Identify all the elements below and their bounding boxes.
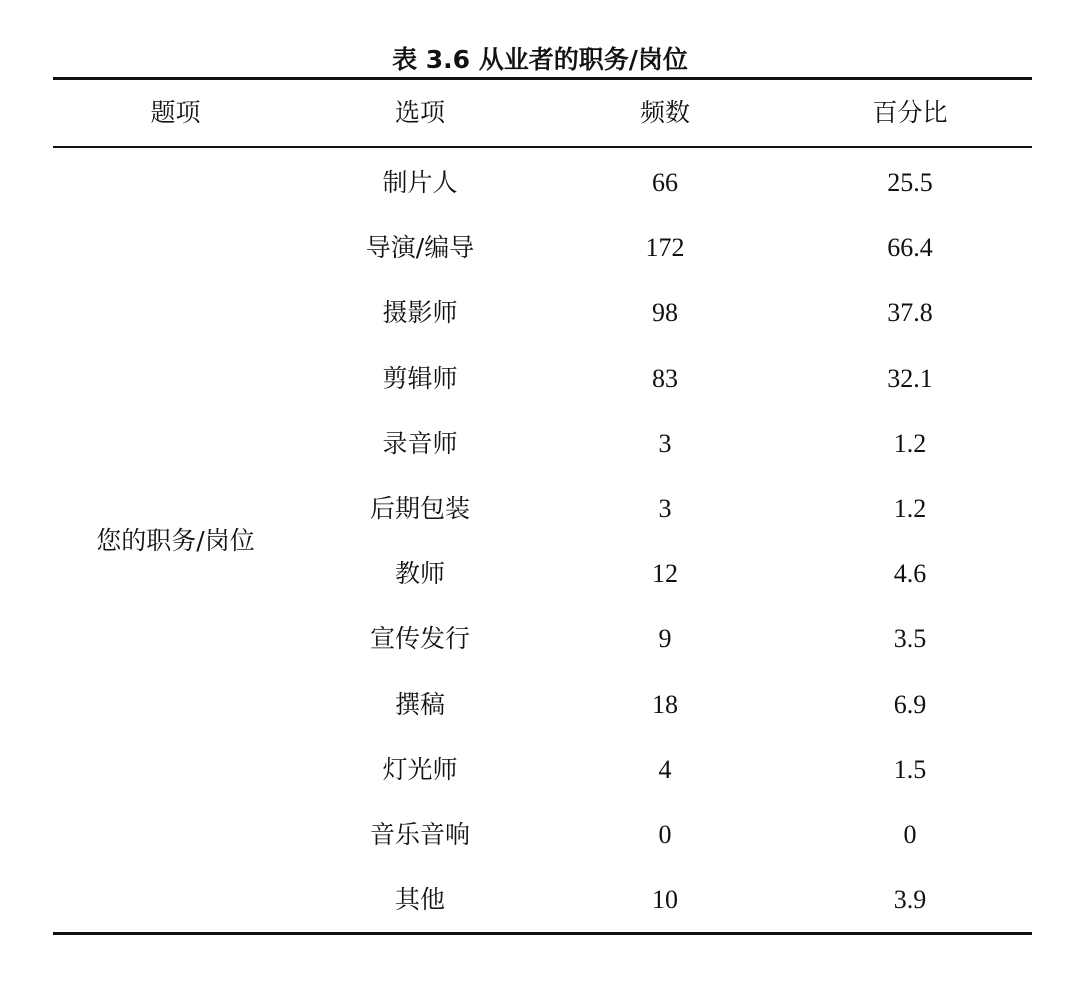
row-percent: 1.2: [893, 494, 927, 523]
row-frequency: 3: [658, 494, 672, 523]
table-caption: 表 3.6 从业者的职务/岗位: [392, 45, 688, 74]
row-option: 剪辑师: [382, 364, 458, 393]
row-frequency: 10: [652, 885, 678, 914]
row-option: 教师: [394, 559, 445, 588]
row-option: 后期包装: [369, 494, 470, 523]
header-percent: 百分比: [872, 98, 948, 127]
row-percent: 0: [903, 820, 917, 849]
row-percent: 3.9: [893, 885, 927, 914]
row-frequency: 0: [658, 820, 672, 849]
row-option: 其他: [394, 885, 445, 914]
header-option: 选项: [394, 98, 445, 127]
row-option: 宣传发行: [369, 624, 470, 653]
row-percent: 37.8: [887, 298, 933, 327]
row-percent: 6.9: [893, 690, 927, 719]
table-top-rule: [53, 77, 1032, 80]
row-percent: 4.6: [893, 559, 927, 588]
row-percent: 1.5: [893, 755, 927, 784]
row-option: 录音师: [382, 429, 458, 458]
row-option: 制片人: [382, 168, 458, 197]
row-percent: 3.5: [893, 624, 927, 653]
row-frequency: 172: [645, 233, 685, 262]
row-frequency: 18: [652, 690, 678, 719]
header-item: 题项: [150, 98, 201, 127]
row-frequency: 3: [658, 429, 672, 458]
row-frequency: 83: [652, 364, 678, 393]
row-frequency: 12: [652, 559, 678, 588]
row-percent: 1.2: [893, 429, 927, 458]
row-percent: 32.1: [887, 364, 933, 393]
item-label: 您的职务/岗位: [96, 526, 255, 555]
row-option: 摄影师: [382, 298, 458, 327]
row-frequency: 98: [652, 298, 678, 327]
row-frequency: 66: [652, 168, 678, 197]
row-option: 导演/编导: [365, 233, 475, 262]
table-header-rule: [53, 146, 1032, 148]
row-frequency: 4: [658, 755, 672, 784]
table-bottom-rule: [53, 932, 1032, 935]
row-option: 音乐音响: [369, 820, 470, 849]
row-frequency: 9: [658, 624, 672, 653]
row-percent: 25.5: [887, 168, 933, 197]
header-frequency: 频数: [639, 98, 690, 127]
row-percent: 66.4: [887, 233, 933, 262]
row-option: 灯光师: [382, 755, 458, 784]
row-option: 撰稿: [394, 690, 445, 719]
